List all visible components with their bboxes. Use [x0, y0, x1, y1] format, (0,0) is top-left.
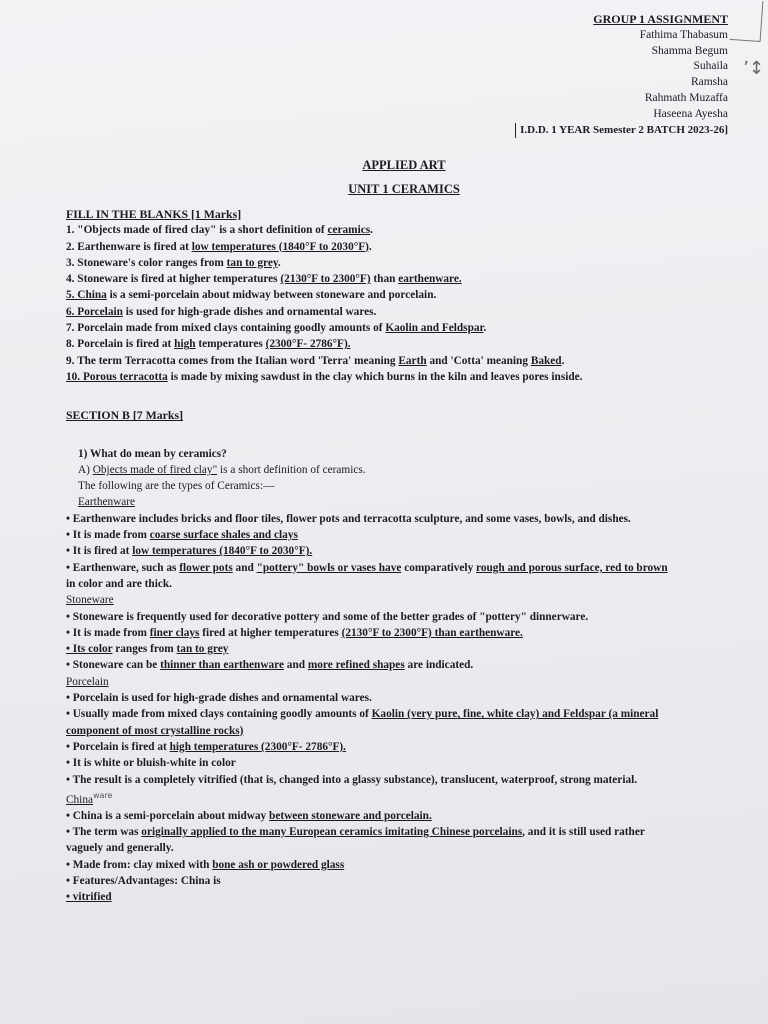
pen-mark: [730, 0, 764, 42]
list-item: • Made from: clay mixed with bone ash or powdered glass: [66, 858, 345, 871]
section-b-heading: SECTION B [7 Marks]: [66, 408, 183, 423]
stoneware-heading: Stoneware: [66, 594, 114, 607]
batch-info: I.D.D. 1 YEAR Semester 2 BATCH 2023-26]: [515, 123, 728, 139]
unit-title: UNIT 1 CERAMICS: [348, 182, 460, 196]
member-name: Suhaila: [693, 60, 728, 73]
group-title: GROUP 1 ASSIGNMENT: [593, 12, 728, 26]
list-item-continuation: vaguely and generally.: [66, 842, 174, 855]
member-name: Rahmath Muzaffa: [644, 91, 728, 104]
list-item-continuation: in color and are thick.: [66, 577, 172, 590]
china-heading: China$^{ware}$: [66, 790, 113, 806]
list-item: • It is white or bluish-white in color: [66, 757, 236, 770]
list-item: • Its color ranges from tan to grey: [66, 643, 229, 656]
fill-blank-item: 7. Porcelain made from mixed clays containing goodly amounts of Kaolin and Feldspar.: [66, 322, 487, 335]
list-item: • The term was originally applied to the many European ceramics imitating Chinese porcelains, and it is still used rather: [66, 826, 645, 839]
fill-blank-item: 8. Porcelain is fired at high temperatures (2300°F- 2786°F).: [66, 338, 351, 351]
list-item: • Earthenware, such as flower pots and "pottery" bowls or vases have comparatively rough and porous surface, red to brown: [66, 561, 668, 574]
group-header: [468, 12, 728, 138]
list-item: • Porcelain is fired at high temperatures (2300°F- 2786°F).: [66, 740, 346, 753]
list-item: • It is fired at low temperatures (1840°F to 2030°F).: [66, 545, 313, 558]
list-item: • Stoneware can be thinner than earthenware and more refined shapes are indicated.: [66, 659, 474, 672]
fill-blank-item: 1. "Objects made of fired clay" is a short definition of ceramics.: [66, 224, 373, 237]
fill-blanks-heading: FILL IN THE BLANKS [1 Marks]: [66, 207, 242, 221]
fill-blank-item: 4. Stoneware is fired at higher temperatures (2130°F to 2300°F) than earthenware.: [66, 273, 462, 286]
question: 1) What do mean by ceramics?: [78, 447, 227, 460]
list-item: • Earthenware includes bricks and floor tiles, flower pots and terracotta sculpture, and some vases, bowls, and dishes.: [66, 512, 631, 525]
member-name: Haseena Ayesha: [653, 107, 728, 120]
list-item-continuation: component of most crystalline rocks): [66, 724, 244, 737]
member-name: Shamma Begum: [651, 44, 728, 57]
answer-line: A) Objects made of fired clay" is a short definition of ceramics.: [78, 463, 366, 476]
fill-blank-item: 2. Earthenware is fired at low temperatures (1840°F to 2030°F).: [66, 240, 372, 253]
porcelain-heading: Porcelain: [66, 675, 109, 688]
margin-scribble: ʼ↕: [743, 58, 764, 79]
types-intro: The following are the types of Ceramics:—: [78, 480, 275, 493]
member-name: Fathima Thabasum: [639, 28, 728, 41]
handwritten-note: ware: [93, 790, 113, 800]
list-item: • The result is a completely vitrified (that is, changed into a glassy substance), translucent, waterproof, strong material.: [66, 773, 638, 786]
fill-blank-item: 5. China is a semi-porcelain about midway between stoneware and porcelain.: [66, 289, 437, 302]
document-body: [66, 206, 746, 906]
list-item: • Usually made from mixed clays containing goodly amounts of Kaolin (very pure, fine, white clay) and Feldspar (a mineral: [66, 708, 659, 721]
list-item: • vitrified: [66, 891, 112, 904]
fill-blank-item: 10. Porous terracotta is made by mixing sawdust in the clay which burns in the kiln and leaves pores inside.: [66, 370, 583, 383]
subject-title: APPLIED ART: [362, 158, 446, 172]
list-item: • Features/Advantages: China is: [66, 875, 221, 888]
fill-blank-item: 6. Porcelain is used for high-grade dishes and ornamental wares.: [66, 305, 377, 318]
earthenware-heading: Earthenware: [78, 496, 136, 509]
fill-blank-item: 3. Stoneware's color ranges from tan to grey.: [66, 256, 281, 269]
list-item: • Stoneware is frequently used for decorative pottery and some of the better grades of "pottery" dinnerware.: [66, 610, 589, 623]
list-item: • It is made from coarse surface shales and clays: [66, 529, 298, 542]
member-name: Ramsha: [690, 76, 728, 89]
list-item: • It is made from finer clays fired at higher temperatures (2130°F to 2300°F) than earthenware.: [66, 626, 523, 639]
list-item: • Porcelain is used for high-grade dishes and ornamental wares.: [66, 692, 372, 705]
list-item: • China is a semi-porcelain about midway between stoneware and porcelain.: [66, 809, 432, 822]
fill-blank-item: 9. The term Terracotta comes from the Italian word 'Terra' meaning Earth and 'Cotta' meaning Baked.: [66, 354, 565, 367]
